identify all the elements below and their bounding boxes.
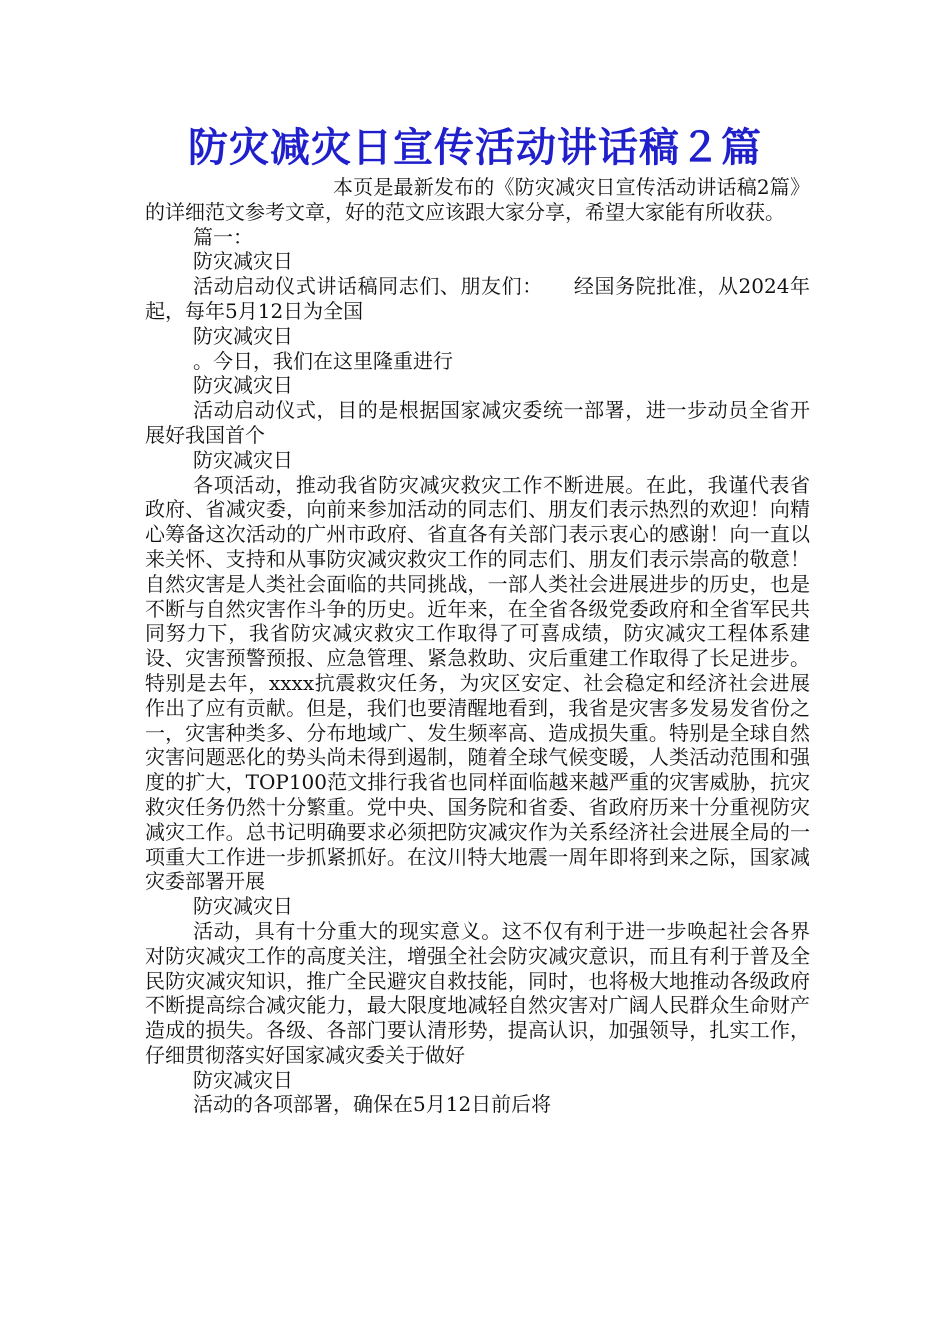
paragraph: 。今日，我们在这里隆重进行	[193, 348, 453, 373]
paragraph: 活动，具有十分重大的现实意义。这不仅有利于进一步唤起社会各界对防灾减灾工作的高度关注，增强全社会防灾减灾意识，而且有利于普及全民防灾减灾知识，推广全民避灾自救技能，同时，也将极大地推动各级政府不断提高综合减灾能力，最大限度地减轻自然灾害对广阔人民群众生命财产造成的损失。各级、各部门要认清形势，提高认识，加强领导，扎实工作，仔细贯彻落实好国家减灾委关于做好	[145, 918, 810, 1067]
paragraph: 防灾减灾日	[193, 447, 293, 472]
paragraph: 防灾减灾日	[193, 323, 293, 348]
paragraph: 防灾减灾日	[193, 249, 293, 274]
paragraph: 防灾减灾日	[193, 894, 293, 919]
paragraph: 活动启动仪式，目的是根据国家减灾委统一部署，进一步动员全省开展好我国首个	[145, 398, 810, 447]
intro-paragraph: 本页是最新发布的《防灾减灾日宣传活动讲话稿2篇》的详细范文参考文章，好的范文应该跟大家分享，希望大家能有所收获。	[145, 175, 810, 224]
document-title: 防灾减灾日宣传活动讲话稿２篇	[188, 124, 762, 171]
section-heading: 篇一：	[193, 224, 253, 249]
paragraph: 活动启动仪式讲话稿同志们、朋友们： 经国务院批准，从2024年起，每年5月12日为全国	[145, 274, 810, 323]
paragraph: 各项活动，推动我省防灾减灾救灾工作不断进展。在此，我谨代表省政府、省减灾委，向前来参加活动的同志们、朋友们表示热烈的欢迎！向精心筹备这次活动的广州市政府、省直各有关部门表示衷心的感谢！向一直以来关怀、支持和从事防灾减灾救灾工作的同志们、朋友们表示崇高的敬意！自然灾害是人类社会面临的共同挑战，一部人类社会进展进步的历史，也是不断与自然灾害作斗争的历史。近年来，在全省各级党委政府和全省军民共同努力下，我省防灾减灾救灾工作取得了可喜成绩，防灾减灾工程体系建设、灾害预警预报、应急管理、紧急救助、灾后重建工作取得了长足进步。特别是去年，xxxx抗震救灾任务，为灾区安定、社会稳定和经济社会进展作出了应有贡献。但是，我们也要清醒地看到，我省是灾害多发易发省份之一，灾害种类多、分布地域广、发生频率高、造成损失重。特别是全球自然灾害问题恶化的势头尚未得到遏制，随着全球气候变暖，人类活动范围和强度的扩大，TOP100范文排行我省也同样面临越来越严重的灾害威胁，抗灾救灾任务仍然十分繁重。党中央、国务院和省委、省政府历来十分重视防灾减灾工作。总书记明确要求必须把防灾减灾作为关系经济社会进展全局的一项重大工作进一步抓紧抓好。在汶川特大地震一周年即将到来之际，国家减灾委部署开展	[145, 472, 810, 894]
paragraph: 防灾减灾日	[193, 373, 293, 398]
paragraph: 活动的各项部署，确保在5月12日前后将	[193, 1092, 552, 1117]
document-body	[145, 175, 810, 1117]
paragraph: 防灾减灾日	[193, 1067, 293, 1092]
